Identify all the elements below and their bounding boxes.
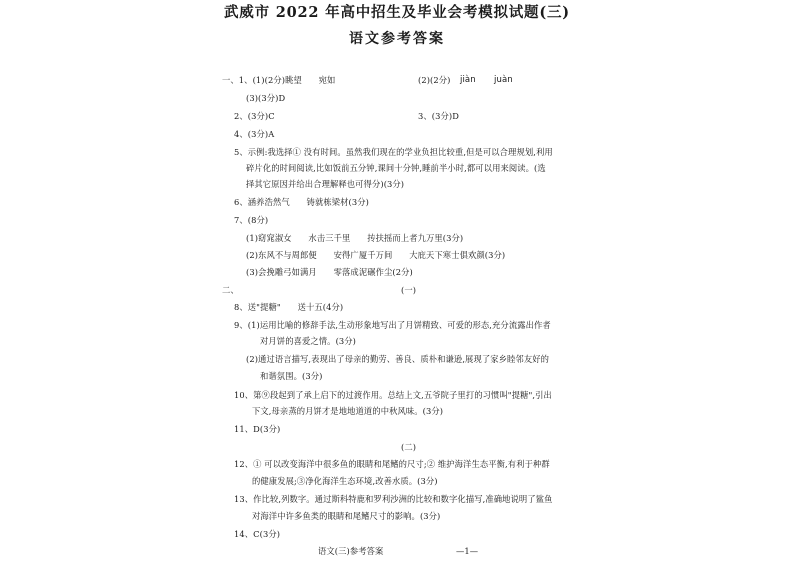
answer-line: 5、示例:我选择① 没有时间。虽然我们现在的学业负担比较重,但是可以合理规划,利用 xyxy=(234,147,553,157)
answer-line: 7、(8分) xyxy=(234,215,269,225)
answer-line: 碎片化的时间阅读,比如饭前五分钟,课间十分钟,睡前半小时,都可以用来阅读。(选 xyxy=(246,163,546,173)
answer-line: 8、送"提糖" 送十五(4分) xyxy=(234,302,344,312)
section-heading: (二) xyxy=(401,442,417,452)
answer-line: 和谐氛围。(3分) xyxy=(260,371,323,381)
answer-line: 6、涵养浩然气 铸就栋梁材(3分) xyxy=(234,197,369,207)
answer-line: (2)通过语言描写,表现出了母亲的勤劳、善良、质朴和谦逊,展现了家乡睦邻友好的 xyxy=(246,354,550,364)
answer-line: 10、第⑨段起到了承上启下的过渡作用。总结上文,五爷院子里打的习惯叫"提糖",引出 xyxy=(234,390,552,400)
page-subtitle: 语文参考答案 xyxy=(349,31,445,47)
answer-line: 对月饼的喜爱之情。(3分) xyxy=(260,336,357,346)
page-footer-label: 语文(三)参考答案 xyxy=(318,546,384,556)
answer-line: 3、(3分)D xyxy=(418,111,459,121)
section-heading: 二、 xyxy=(222,285,239,295)
answer-line: 4、(3分)A xyxy=(234,129,275,139)
page-title: 武威市 2022 年高中招生及毕业会考模拟试题(三) xyxy=(224,4,570,21)
answer-line: 下文,母亲蒸的月饼才是地地道道的中秋风味。(3分) xyxy=(252,406,444,416)
answer-line: 13、作比较,列数字。通过斯科特鹿和罗利沙洲的比较和数字化描写,准确地说明了鲨鱼 xyxy=(234,494,553,504)
answer-line: 11、D(3分) xyxy=(234,424,281,434)
page-number: —1— xyxy=(456,546,479,556)
answer-line: 对海洋中许多鱼类的眼睛和尾鳍尺寸的影响。(3分) xyxy=(252,511,441,521)
pinyin: juàn xyxy=(494,75,513,85)
answer-line: (3)会挽雕弓如满月 零落成泥碾作尘(2分) xyxy=(246,267,413,277)
section-heading: (一) xyxy=(401,285,417,295)
answer-line: 一、1、(1)(2分)眺望 宛如 xyxy=(222,75,336,85)
answer-line: 2、(3分)C xyxy=(234,111,275,121)
answer-line: (1)窈窕淑女 水击三千里 抟扶摇而上者九万里(3分) xyxy=(246,233,464,243)
answer-line: 择其它原因并给出合理解释也可得分)(3分) xyxy=(246,179,405,189)
answer-line: (2)东风不与周郎便 安得广厦千万间 大庇天下寒士俱欢颜(3分) xyxy=(246,250,506,260)
answer-line: 12、① 可以改变海洋中很多鱼的眼睛和尾鳍的尺寸;② 维护海洋生态平衡,有利于种群 xyxy=(234,459,550,469)
answer-line: 9、(1)运用比喻的修辞手法,生动形象地写出了月饼精致、可爱的形态,充分流露出作者 xyxy=(234,320,551,330)
pinyin: jiàn xyxy=(460,75,476,85)
answer-line: 的健康发展;③净化海洋生态环境,改善水质。(3分) xyxy=(252,476,438,486)
answer-line: (3)(3分)D xyxy=(246,93,286,103)
answer-line: 14、C(3分) xyxy=(234,529,281,539)
answer-line: (2)(2分) xyxy=(418,75,451,85)
